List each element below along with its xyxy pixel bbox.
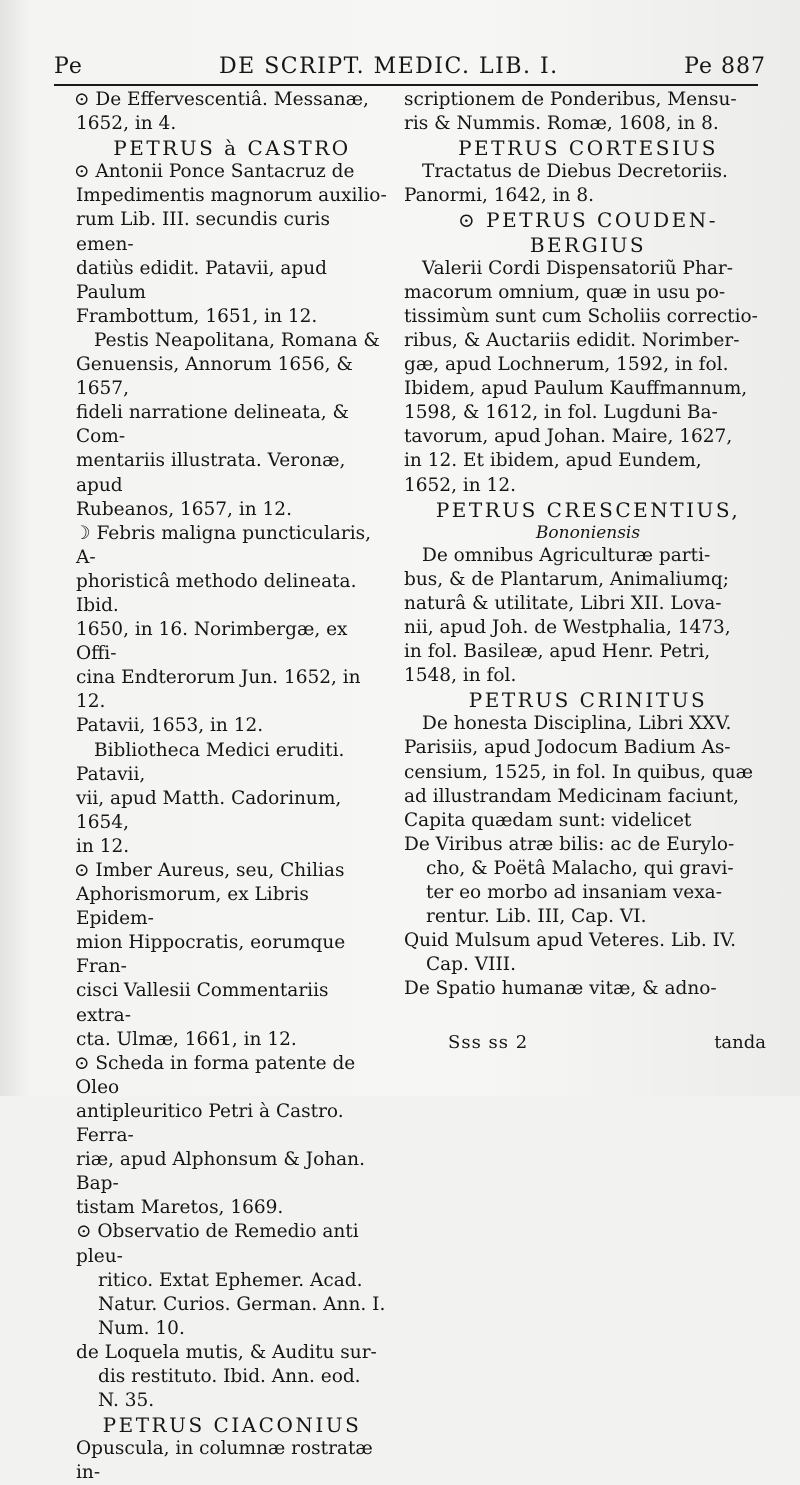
- text-line: cho, & Poëtâ Malacho, qui gravi-: [426, 857, 734, 879]
- text-line: De omnibus Agriculturæ parti-: [422, 544, 711, 566]
- text-line: antipleuritico Petri à Castro. Ferra-: [76, 1100, 344, 1147]
- text-line: in fol. Basileæ, apud Henr. Petri,: [404, 641, 711, 663]
- text-line: 1650, in 16. Norimbergæ, ex Offi-: [76, 619, 348, 665]
- left-column: [76, 88, 388, 1485]
- author-heading: BERGIUS: [529, 232, 647, 257]
- text-line: ad illustrandam Medicinam faciunt,: [404, 785, 740, 807]
- author-heading: PETRUS CRINITUS: [468, 688, 708, 713]
- text-line: De Spatio humanæ vitæ, & adno-: [404, 978, 717, 1000]
- text-line: Valerii Cordi Dispensatoriũ Phar-: [422, 257, 733, 279]
- text-line: 1548, in fol.: [404, 665, 517, 687]
- text-line: de Loquela mutis, & Auditu sur-: [76, 1341, 377, 1363]
- text-line: ⊙ Observatio de Remedio anti pleu-: [76, 1221, 359, 1267]
- text-line: De Viribus atræ bilis: ac de Eurylo-: [404, 833, 735, 855]
- text-line: gæ, apud Lochnerum, 1592, in fol.: [404, 354, 729, 376]
- text-line: 1652, in 4.: [76, 113, 177, 135]
- author-heading: PETRUS CORTESIUS: [458, 136, 718, 161]
- text-line: tistam Maretos, 1669.: [76, 1197, 284, 1219]
- text-line: fideli narratione delineata, & Com-: [76, 402, 349, 448]
- text-line: Ibidem, apud Paulum Kauffmannum,: [404, 378, 748, 400]
- text-line: scriptionem de Ponderibus, Mensu-: [404, 89, 737, 110]
- author-heading: ⊙ PETRUS COUDEN-: [458, 208, 718, 233]
- text-line: Num. 10.: [98, 1317, 185, 1339]
- text-line: ⊙ Scheda in forma patente de Oleo: [74, 1052, 356, 1098]
- text-line: Panormi, 1642, in 8.: [404, 185, 594, 207]
- text-line: Opuscula, in columnæ rostratæ in-: [76, 1438, 373, 1484]
- text-line: ribus, & Auctariis edidit. Norimber-: [404, 329, 740, 351]
- author-subheading: Bononiensis: [535, 522, 641, 543]
- head-title: DE SCRIPT. MEDIC. LIB. I.: [219, 54, 559, 79]
- text-line: tavorum, apud Johan. Maire, 1627,: [404, 426, 733, 448]
- text-line: ter eo morbo ad insaniam vexa-: [426, 882, 722, 903]
- text-line: ⊙ Antonii Ponce Santacruz de: [74, 161, 355, 183]
- text-line: ⊙ De Effervescentiâ. Messanæ,: [74, 89, 369, 110]
- text-line: phoristicâ methodo delineata. Ibid.: [76, 570, 357, 616]
- text-line: tissimùm sunt cum Scholiis correctio-: [404, 305, 758, 327]
- text-line: rum Lib. III. secundis curis emen-: [76, 209, 330, 255]
- text-line: ⊙ Imber Aureus, seu, Chilias: [74, 860, 345, 881]
- text-line: vii, apud Matth. Cadorinum, 1654,: [76, 787, 342, 833]
- text-line: censium, 1525, in fol. In quibus, quæ: [404, 761, 754, 783]
- author-heading: PETRUS à CASTRO: [113, 136, 351, 161]
- text-line: Pestis Neapolitana, Romana &: [94, 329, 380, 351]
- text-line: Quid Mulsum apud Veteres. Lib. IV.: [404, 930, 736, 952]
- text-line: Cap. VIII.: [426, 954, 516, 976]
- catchword: tanda: [714, 1032, 766, 1053]
- text-line: Genuensis, Annorum 1656, & 1657,: [76, 354, 353, 400]
- author-heading: PETRUS CIACONIUS: [102, 1413, 362, 1438]
- text-line: 1652, in 12.: [404, 474, 516, 496]
- text-line: mion Hippocratis, eorumque Fran-: [76, 932, 346, 978]
- text-line: N. 35.: [98, 1390, 155, 1412]
- text-line: Rubeanos, 1657, in 12.: [76, 498, 292, 520]
- text-line: Bibliotheca Medici eruditi. Patavii,: [76, 739, 345, 785]
- text-line: macorum omnium, quæ in usu po-: [404, 281, 726, 303]
- text-line: dis restituto. Ibid. Ann. eod.: [98, 1365, 361, 1387]
- text-line: Parisiis, apud Jodocum Badium As-: [404, 737, 731, 759]
- text-line: Frambottum, 1651, in 12.: [76, 305, 318, 327]
- text-line: mentariis illustrata. Veronæ, apud: [76, 450, 346, 496]
- text-line: naturâ & utilitate, Libri XII. Lova-: [404, 592, 722, 614]
- signature-mark: Sss ss 2: [448, 1032, 529, 1053]
- text-line: De honesta Disciplina, Libri XXV.: [422, 713, 732, 735]
- text-line: riæ, apud Alphonsum & Johan. Bap-: [76, 1149, 365, 1195]
- text-line: bus, & de Plantarum, Animaliumq;: [404, 568, 729, 590]
- text-line: ☽ Febris maligna puncticularis, A-: [74, 522, 372, 568]
- text-line: Impedimentis magnorum auxilio-: [76, 185, 387, 207]
- right-column: [404, 88, 772, 1001]
- head-rule: [54, 84, 758, 86]
- text-line: in 12. Et ibidem, apud Eundem,: [404, 450, 702, 472]
- text-line: in 12.: [76, 835, 130, 857]
- text-line: Tractatus de Diebus Decretoriis.: [422, 161, 728, 183]
- text-line: cina Endterorum Jun. 1652, in 12.: [76, 667, 361, 713]
- text-line: nii, apud Joh. de Westphalia, 1473,: [404, 616, 731, 638]
- text-line: Capita quædam sunt: videlicet: [404, 809, 692, 831]
- text-line: Aphorismorum, ex Libris Epidem-: [76, 884, 309, 930]
- text-line: ris & Nummis. Romæ, 1608, in 8.: [404, 113, 719, 135]
- text-line: 1598, & 1612, in fol. Lugduni Ba-: [404, 402, 718, 424]
- head-page-number: Pe 887: [684, 54, 766, 79]
- text-line: rentur. Lib. III, Cap. VI.: [426, 906, 647, 928]
- author-heading: PETRUS CRESCENTIUS,: [435, 497, 741, 522]
- text-line: cisci Vallesii Commentariis extra-: [76, 980, 329, 1026]
- text-line: datiùs edidit. Patavii, apud Paulum: [76, 257, 327, 303]
- text-line: Patavii, 1653, in 12.: [76, 715, 264, 737]
- running-head: [54, 54, 766, 84]
- text-line: Natur. Curios. German. Ann. I.: [98, 1293, 386, 1315]
- text-line: cta. Ulmæ, 1661, in 12.: [76, 1028, 297, 1050]
- text-line: ritico. Extat Ephemer. Acad.: [98, 1269, 363, 1291]
- head-left: Pe: [54, 54, 83, 79]
